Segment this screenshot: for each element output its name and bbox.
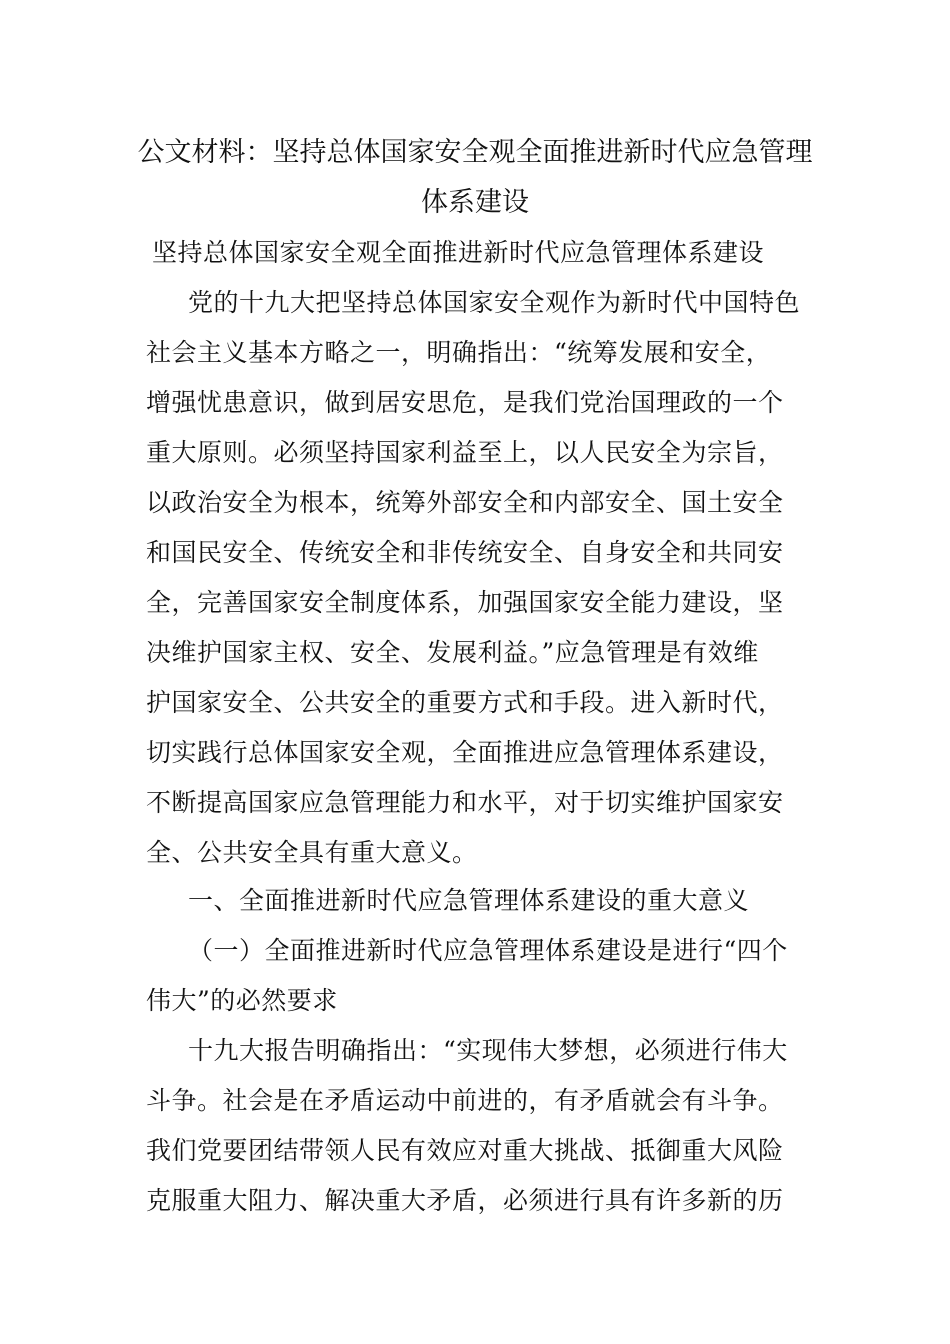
paragraph-line: 全，完善国家安全制度体系，加强国家安全能力建设，坚: [146, 588, 784, 617]
paragraph-line: 和国民安全、传统安全和非传统安全、自身安全和共同安: [146, 538, 784, 567]
document-title-line-1: 公文材料：坚持总体国家安全观全面推进新时代应急管理: [137, 137, 813, 168]
paragraph-line: 克服重大阻力、解决重大矛盾，必须进行具有许多新的历: [146, 1186, 784, 1215]
paragraph-line: 决维护国家主权、安全、发展利益。”应急管理是有效维: [146, 638, 759, 667]
paragraph-line: 党的十九大把坚持总体国家安全观作为新时代中国特色: [188, 288, 801, 317]
paragraph-line: 斗争。社会是在矛盾运动中前进的，有矛盾就会有斗争。: [146, 1086, 784, 1115]
paragraph-line: 社会主义基本方略之一，明确指出：“统筹发展和安全，: [146, 338, 772, 367]
paragraph-line: 不断提高国家应急管理能力和水平，对于切实维护国家安: [146, 788, 784, 817]
paragraph-line: 我们党要团结带领人民有效应对重大挑战、抵御重大风险: [146, 1136, 784, 1165]
paragraph-line: 全、公共安全具有重大意义。: [146, 838, 478, 867]
paragraph-line: 以政治安全为根本，统筹外部安全和内部安全、国土安全: [146, 488, 784, 517]
paragraph-line: 切实践行总体国家安全观，全面推进应急管理体系建设，: [146, 738, 784, 767]
document-title-line-2: 体系建设: [421, 187, 529, 218]
paragraph-line: 重大原则。必须坚持国家利益至上，以人民安全为宗旨，: [146, 438, 784, 467]
paragraph-line: 增强忧患意识，做到居安思危，是我们党治国理政的一个: [146, 388, 784, 417]
paragraph-line: 十九大报告明确指出：“实现伟大梦想，必须进行伟大: [188, 1036, 788, 1065]
document-subtitle: 坚持总体国家安全观全面推进新时代应急管理体系建设: [152, 238, 765, 267]
paragraph-line: 护国家安全、公共安全的重要方式和手段。进入新时代，: [146, 688, 784, 717]
subsection-heading-line: （一）全面推进新时代应急管理体系建设是进行“四个: [188, 936, 788, 965]
section-heading: 一、全面推进新时代应急管理体系建设的重大意义: [188, 886, 750, 915]
subsection-heading-line: 伟大”的必然要求: [146, 986, 338, 1015]
